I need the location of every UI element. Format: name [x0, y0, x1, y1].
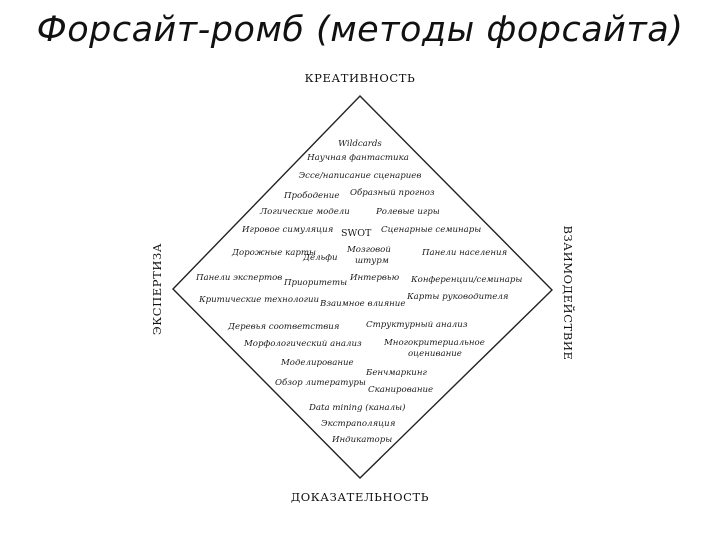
method-science-fiction: Научная фантастика — [307, 153, 409, 163]
method-scanning: Сканирование — [368, 385, 434, 395]
method-morphological-analysis: Морфологический анализ — [244, 339, 362, 349]
method-extrapolation: Экстраполяция — [321, 419, 396, 429]
method-expert-panels: Панели экспертов — [196, 273, 283, 283]
method-structural-analysis: Структурный анализ — [366, 320, 468, 330]
method-citizen-panels: Панели населения — [422, 248, 508, 258]
method-simulation-games: Игровое симуляция — [242, 225, 334, 235]
axis-label-creativity: КРЕАТИВНОСТЬ — [304, 71, 416, 85]
method-literature-review: Обзор литературы — [275, 378, 366, 388]
method-multicriteria-line1: Многокритериальное — [384, 338, 485, 348]
method-priorities: Приоритеты — [284, 278, 348, 288]
method-essays-scenarios: Эссе/написание сценариев — [298, 171, 422, 181]
method-relevance-trees: Деревья соответствия — [228, 322, 340, 332]
method-roadmaps: Дорожные карты — [232, 248, 316, 258]
method-stakeholder-maps: Карты руководителя — [407, 292, 509, 302]
method-brainstorming-line2: штурм — [355, 256, 389, 266]
method-logic-models: Логические модели — [260, 207, 350, 217]
axis-label-interaction: ВЗАИМОДЕЙСТВИЕ — [561, 225, 575, 361]
method-interviews: Интервью — [350, 273, 400, 283]
method-cross-impact: Взаимное влияние — [320, 299, 406, 309]
axis-label-evidence: ДОКАЗАТЕЛЬНОСТЬ — [290, 490, 430, 504]
method-role-play: Ролевые игры — [376, 207, 440, 217]
method-modelling: Моделирование — [281, 358, 354, 368]
page-title: Форсайт-ромб (методы форсайта) — [36, 10, 684, 50]
method-conferences: Конференции/семинары — [411, 275, 523, 285]
method-swot: SWOT — [341, 228, 372, 239]
method-genius-forecast: Образный прогноз — [350, 188, 435, 198]
method-backcasting: Прободение — [284, 191, 340, 201]
method-delphi: Дельфи — [303, 253, 338, 263]
method-brainstorming-line1: Мозговой — [347, 245, 391, 255]
method-scenario-workshops: Сценарные семинары — [381, 225, 482, 235]
method-data-mining: Data mining (каналы) — [309, 403, 406, 413]
axis-label-expertise: ЭКСПЕРТИЗА — [150, 242, 164, 336]
method-wildcards: Wildcards — [338, 139, 382, 149]
method-benchmarking: Бенчмаркинг — [366, 368, 427, 378]
method-indicators: Индикаторы — [332, 435, 393, 445]
method-multicriteria-line2: оценивание — [408, 349, 462, 359]
method-key-technologies: Критические технологии — [199, 295, 320, 305]
